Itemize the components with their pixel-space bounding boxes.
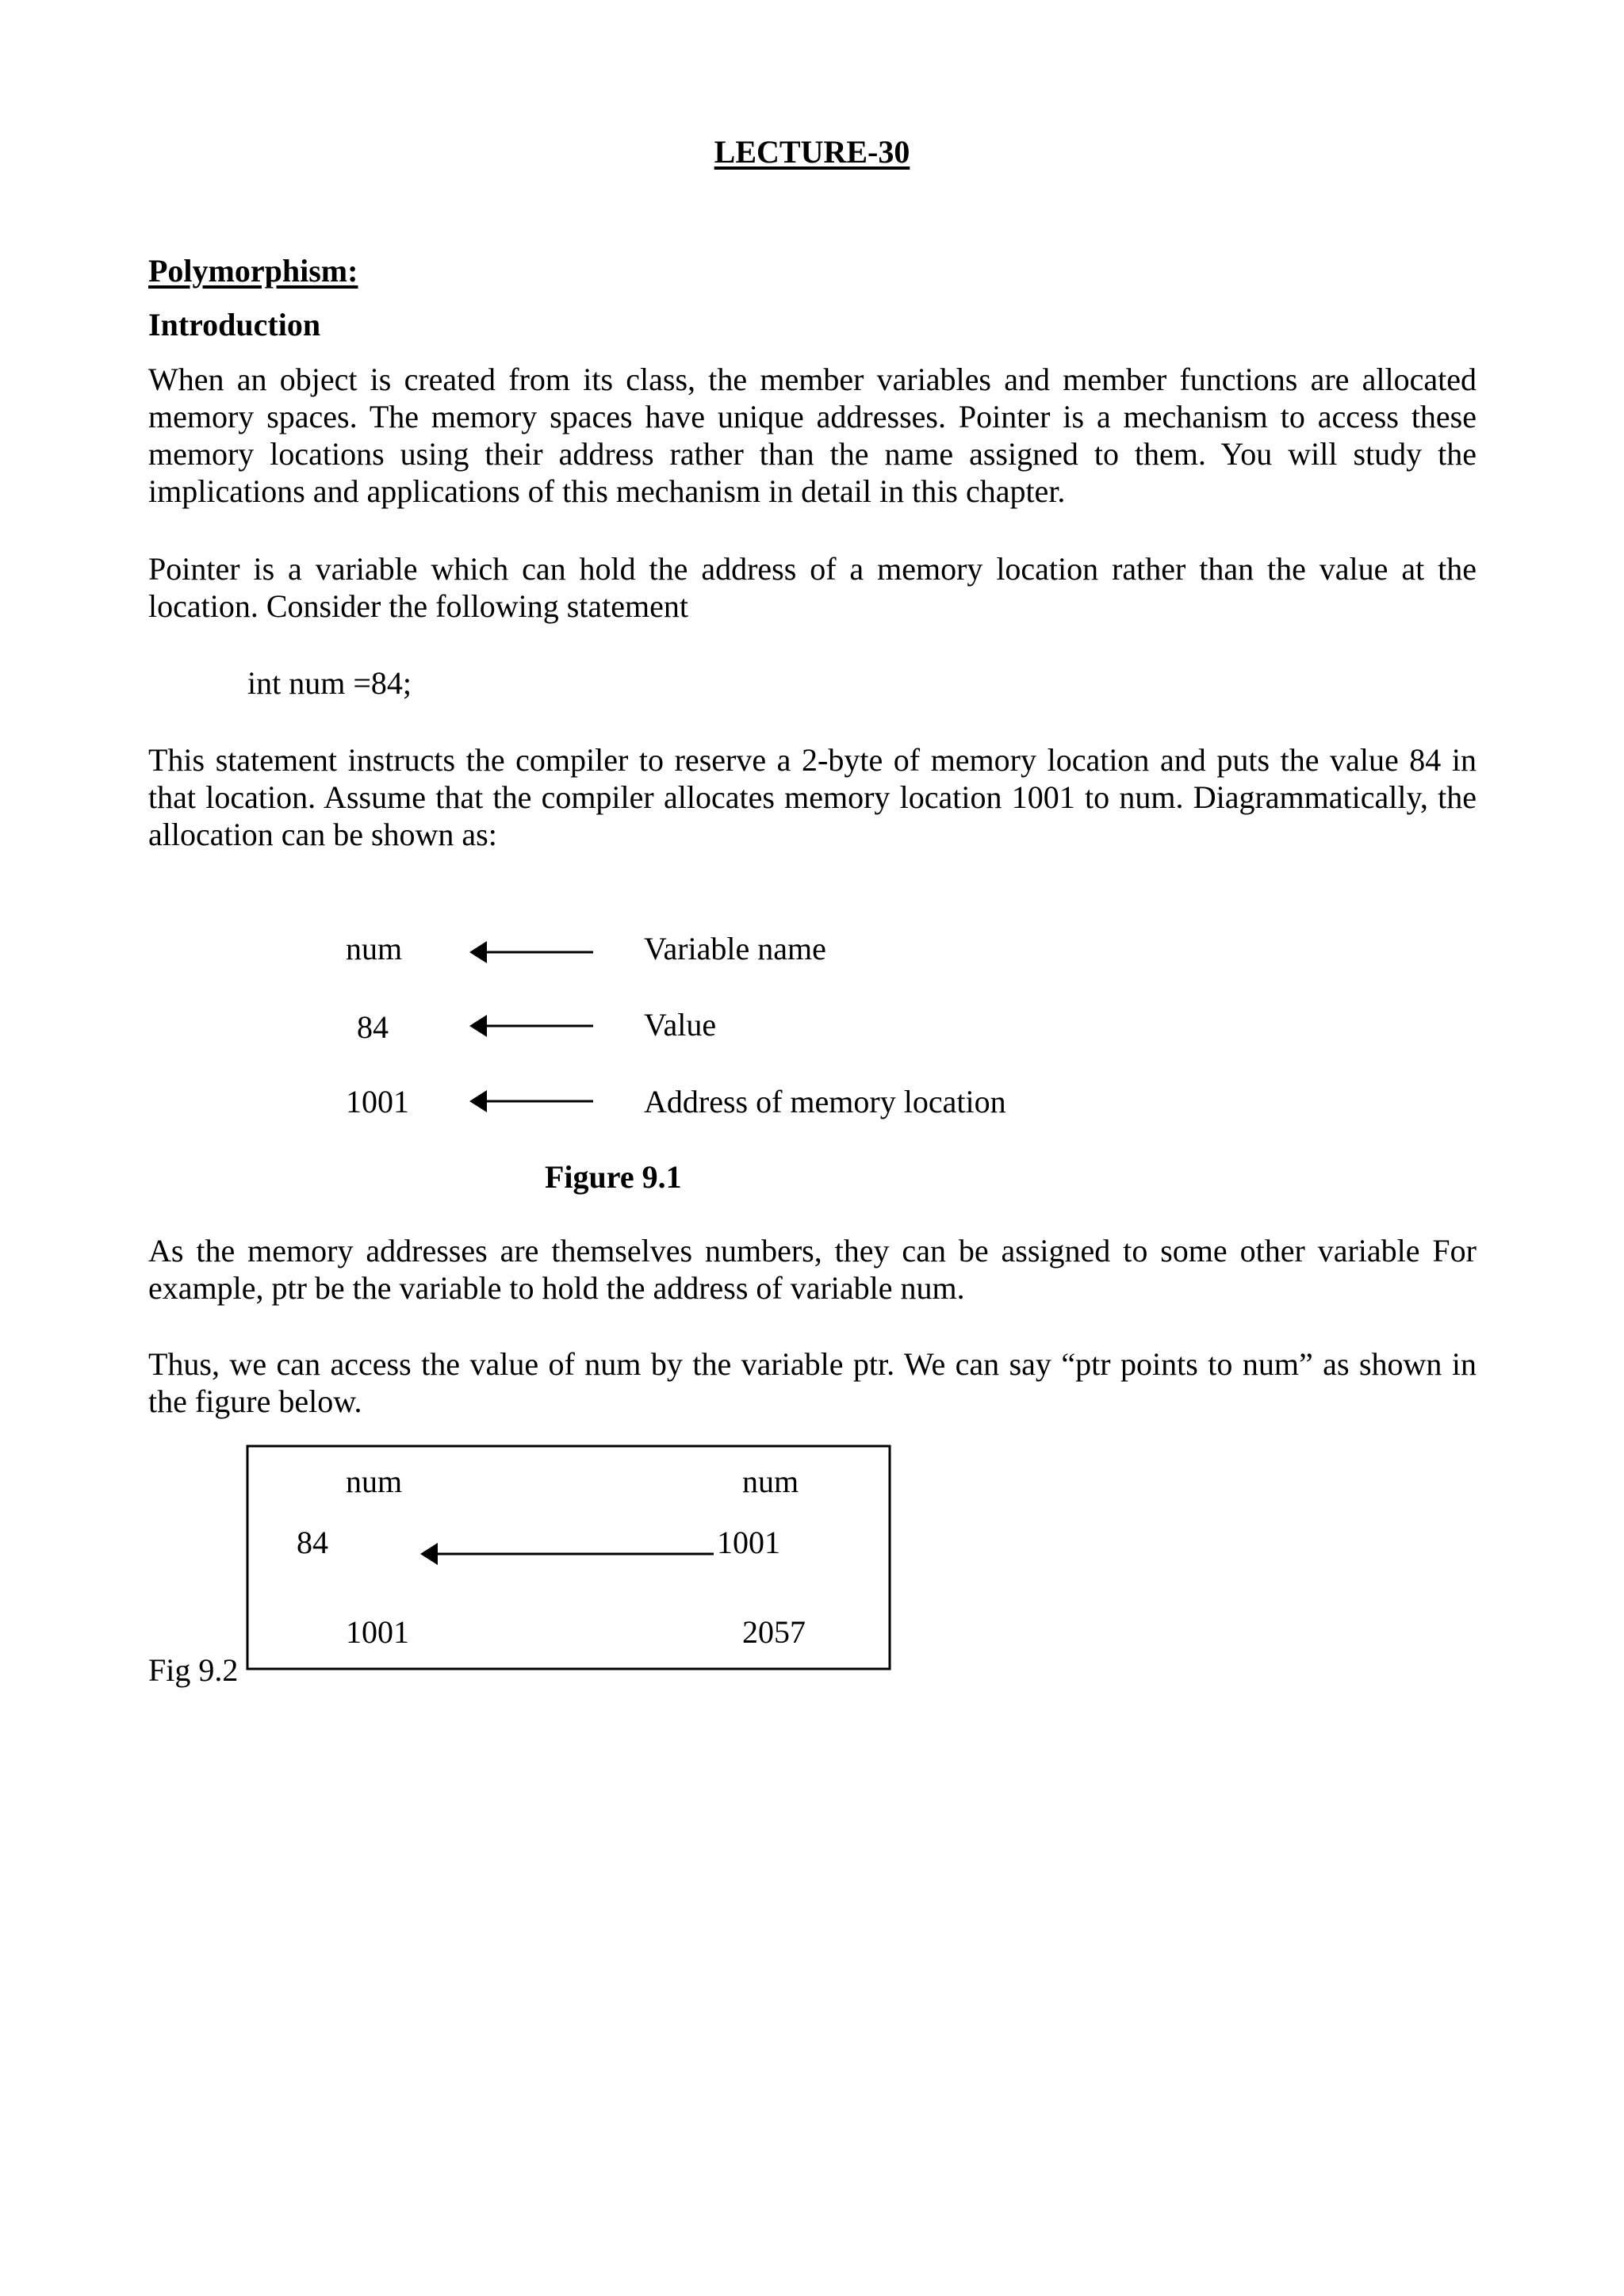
figure1-arrow-value xyxy=(469,1015,593,1037)
figure2-left-name: num xyxy=(346,1464,403,1499)
figure1-item-value: 84 xyxy=(357,1009,389,1045)
figure1-arrow-address xyxy=(469,1090,593,1112)
figure2-left-address: 1001 xyxy=(346,1614,409,1650)
figure2-caption: Fig 9.2 xyxy=(148,1652,239,1688)
paragraph-ptr-points: Thus, we can access the value of num by the variable ptr. We can say “ptr points to num” as shown in the figure below. xyxy=(148,1346,1477,1419)
figure1-caption: Figure 9.1 xyxy=(545,1159,682,1195)
figure1-item-address: 1001 xyxy=(346,1084,409,1119)
subheading: Introduction xyxy=(148,307,321,342)
figure2-right-name: num xyxy=(742,1464,799,1499)
paragraph-pointer-definition: Pointer is a variable which can hold the address of a memory location rather than the value at the location. Consider the following statement xyxy=(148,551,1477,624)
paragraph-allocation: This statement instructs the compiler to reserve a 2-byte of memory location and puts the value 84 in that location. Assume that the compiler allocates memory location 1001 to num. Diagrammatically, the allocation can be shown as: xyxy=(148,742,1477,852)
figure2-left-value: 84 xyxy=(297,1525,328,1560)
figure1-arrow-variable-name xyxy=(469,941,593,963)
section-heading: Polymorphism: xyxy=(148,253,358,289)
paragraph-intro: When an object is created from its class, the member variables and member functions are allocated memory spaces. The memory spaces have unique addresses. Pointer is a mechanism to access these memory locations using their address rather than the name assigned to them. You will study the implications and applications of this mechanism in detail in this chapter. xyxy=(148,362,1477,509)
figure1-item-num: num xyxy=(346,931,403,966)
figure2-right-value: 1001 xyxy=(717,1525,780,1560)
figure2-right-address: 2057 xyxy=(742,1614,806,1650)
paragraph-addresses: As the memory addresses are themselves numbers, they can be assigned to some other variable For example, ptr be the variable to hold the address of variable num. xyxy=(148,1233,1477,1306)
figure1-label-value: Value xyxy=(644,1007,717,1043)
figure1-label-variable-name: Variable name xyxy=(644,931,826,966)
page-title: LECTURE-30 xyxy=(714,134,910,170)
figure2-pointer-arrow xyxy=(420,1543,714,1565)
figure1-label-address: Address of memory location xyxy=(644,1084,1006,1119)
code-statement: int num =84; xyxy=(247,665,412,701)
